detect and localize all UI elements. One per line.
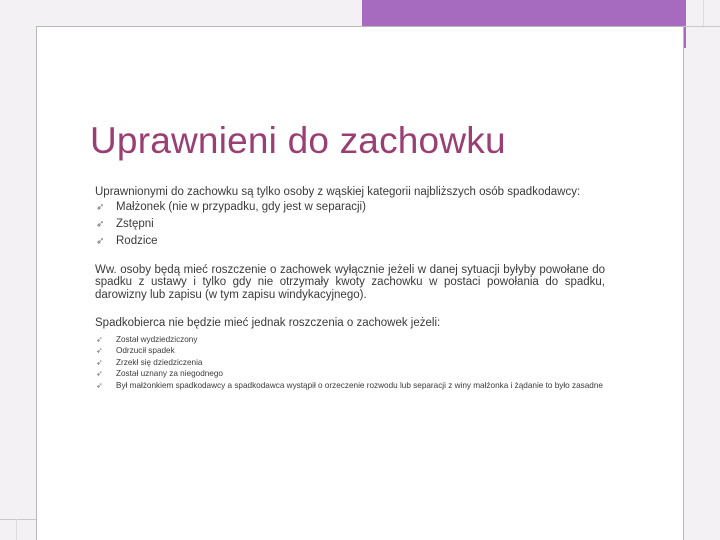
list-item xyxy=(95,334,605,346)
conditions-paragraph: Ww. osoby będą mieć roszczenie o zachowek wyłącznie jeżeli w danej sytuacji byłyby powołane do spadku z ustawy i tylko gdy nie otrzymały kwoty zachowku w postaci powołania do spadku, darowizny lub zapisu (w tym zapisu windykacyjnego). xyxy=(95,263,605,301)
entitled-persons-list xyxy=(95,199,605,250)
list-item xyxy=(95,368,605,380)
list-item xyxy=(95,199,605,216)
corner-line-bottom-left xyxy=(0,519,36,520)
corner-line-top-right-vertical xyxy=(703,0,704,26)
slide-title: Uprawnieni do zachowku xyxy=(90,120,506,161)
list-item-text: Odrzucił spadek xyxy=(116,346,175,355)
arrow-bullet-icon: ➶ xyxy=(96,235,105,247)
exclusions-list xyxy=(95,334,605,392)
arrow-bullet-icon: ➶ xyxy=(96,357,103,367)
arrow-bullet-icon: ➶ xyxy=(96,334,103,344)
list-item-text: Rodzice xyxy=(116,234,158,247)
arrow-bullet-icon: ➶ xyxy=(96,346,103,355)
intro-paragraph: Uprawnionymi do zachowku są tylko osoby z wąskiej kategorii najbliższych osób spadkodawcy: xyxy=(95,186,581,198)
list-item xyxy=(95,216,605,233)
list-item-text: Zrzekł się dziedziczenia xyxy=(116,357,203,367)
slide-content xyxy=(95,186,605,391)
list-item-text: Został uznany za niegodnego xyxy=(116,369,223,378)
list-item-text: Zstępni xyxy=(116,217,154,230)
list-item xyxy=(95,380,605,392)
arrow-bullet-icon: ➶ xyxy=(96,369,103,378)
corner-line-top-right xyxy=(684,26,720,27)
exclusions-intro: Spadkobierca nie będzie mieć jednak roszczenia o zachowek jeżeli: xyxy=(95,317,441,329)
list-item-text: Małżonek (nie w przypadku, gdy jest w separacji) xyxy=(116,200,366,213)
list-item xyxy=(95,233,605,250)
list-item-text: Był małżonkiem spadkodawcy a spadkodawca wystąpił o orzeczenie rozwodu lub separacji z winy małżonka i żądanie to było zasadne xyxy=(116,380,603,390)
arrow-bullet-icon: ➶ xyxy=(96,218,105,230)
list-item-text: Został wydziedziczony xyxy=(116,334,198,344)
corner-line-bottom-left-vertical xyxy=(16,519,17,540)
arrow-bullet-icon: ➶ xyxy=(96,201,105,213)
arrow-bullet-icon: ➶ xyxy=(96,380,103,390)
list-item xyxy=(95,357,605,369)
list-item xyxy=(95,345,605,357)
